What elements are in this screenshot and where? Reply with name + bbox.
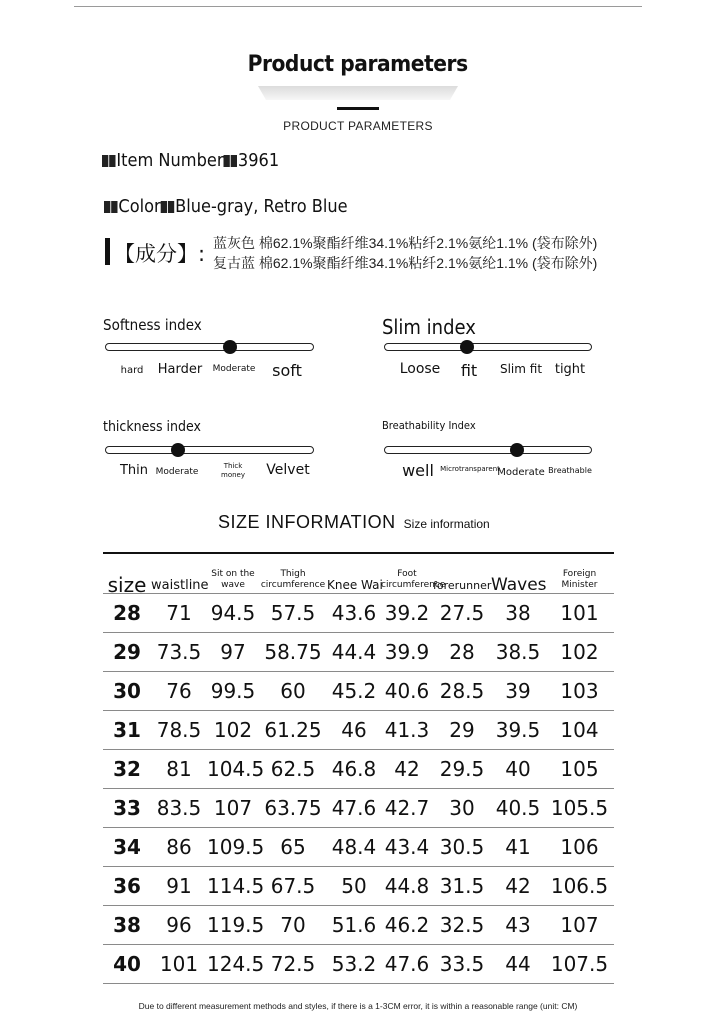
- item-number-label: Item Number: [116, 150, 224, 171]
- title-shadow-decoration: [258, 86, 458, 100]
- measurement-cell: 106.5: [550, 873, 609, 898]
- table-header-cell: Knee Wai: [327, 577, 383, 592]
- measurement-cell: 40.6: [384, 678, 430, 703]
- measurement-cell: 91: [166, 873, 192, 898]
- color-line: [104, 196, 348, 217]
- composition-lines: [213, 233, 597, 273]
- item-number-value: 3961: [237, 150, 280, 171]
- slim-index-track: [384, 343, 592, 351]
- softness-tick-harder: Harder: [157, 362, 203, 377]
- size-cell: 29: [113, 639, 141, 664]
- measurement-cell: 119.5: [207, 912, 265, 937]
- measurement-cell: 46.8: [331, 756, 377, 781]
- table-row: [103, 749, 614, 788]
- breathability-tick-microtransparent: Microtransparent: [440, 465, 500, 473]
- measurement-cell: 50: [341, 873, 367, 898]
- table-row: [103, 866, 614, 905]
- measurement-cell: 46.2: [384, 912, 430, 937]
- measurement-cell: 38: [505, 600, 531, 625]
- missing-glyph-icon: [102, 155, 108, 167]
- measurement-cell: 76: [166, 678, 192, 703]
- table-row: [103, 593, 614, 632]
- softness-tick-soft: soft: [272, 361, 302, 380]
- breathability-tick-moderate: Moderate: [497, 467, 545, 478]
- measurement-cell: 47.6: [384, 951, 430, 976]
- measurement-cell: 86: [166, 834, 192, 859]
- measurement-cell: 29.5: [439, 756, 485, 781]
- measurement-cell: 28.5: [439, 678, 485, 703]
- size-cell: 33: [113, 795, 141, 820]
- size-table: [103, 552, 614, 984]
- measurement-cell: 39.2: [384, 600, 430, 625]
- measurement-cell: 107: [560, 912, 599, 937]
- breathability-index-track: [384, 446, 592, 454]
- table-header-cell: Sit on the wave: [211, 568, 255, 590]
- measurement-cell: 43: [505, 912, 531, 937]
- measurement-cell: 51.6: [331, 912, 377, 937]
- thickness-index-track: [105, 446, 314, 454]
- measurement-cell: 97: [220, 639, 246, 664]
- measurement-footnote: Due to different measurement methods and styles, if there is a 1-3CM error, it is within a reasonable range (unit: CM): [138, 1001, 578, 1011]
- size-cell: 40: [113, 951, 141, 976]
- measurement-cell: 101: [159, 951, 199, 976]
- breathability-tick-breathable: Breathable: [548, 466, 592, 475]
- size-cell: 38: [113, 912, 141, 937]
- table-header-cell: size: [107, 572, 147, 597]
- size-cell: 28: [113, 600, 141, 625]
- measurement-cell: 102: [213, 717, 253, 742]
- missing-glyph-icon: [111, 201, 117, 213]
- table-row: [103, 944, 614, 983]
- softness-tick-moderate: Moderate: [212, 364, 256, 374]
- measurement-cell: 42.7: [384, 795, 430, 820]
- measurement-cell: 99.5: [210, 678, 256, 703]
- measurement-cell: 96: [166, 912, 192, 937]
- color-value: Blue-gray, Retro Blue: [175, 196, 348, 217]
- slim-tick-tight: tight: [554, 362, 586, 377]
- measurement-cell: 81: [166, 756, 192, 781]
- measurement-cell: 46: [341, 717, 367, 742]
- softness-index-track: [105, 343, 314, 351]
- measurement-cell: 58.75: [264, 639, 322, 664]
- thickness-tick-moderate: Moderate: [155, 467, 199, 477]
- size-cell: 30: [113, 678, 141, 703]
- measurement-cell: 67.5: [270, 873, 316, 898]
- measurement-cell: 61.25: [264, 717, 322, 742]
- slim-index-title: Slim index: [382, 315, 476, 339]
- size-cell: 31: [113, 717, 141, 742]
- measurement-cell: 40: [505, 756, 531, 781]
- measurement-cell: 43.6: [331, 600, 377, 625]
- measurement-cell: 73.5: [156, 639, 202, 664]
- missing-glyph-icon: [168, 201, 174, 213]
- measurement-cell: 94.5: [210, 600, 256, 625]
- slim-tick-fit: fit: [460, 361, 478, 380]
- measurement-cell: 62.5: [270, 756, 316, 781]
- table-header-cell: forerunner: [433, 578, 492, 592]
- measurement-cell: 71: [166, 600, 192, 625]
- measurement-cell: 70: [280, 912, 306, 937]
- measurement-cell: 27.5: [439, 600, 485, 625]
- breathability-index-title: Breathability Index: [382, 419, 476, 432]
- measurement-cell: 106: [560, 834, 599, 859]
- page-subtitle: PRODUCT PARAMETERS: [283, 119, 433, 133]
- table-header-cell: Foot circumference: [381, 568, 446, 590]
- measurement-cell: 28: [449, 639, 475, 664]
- top-divider: [74, 6, 642, 7]
- measurement-cell: 104: [560, 717, 599, 742]
- missing-glyph-icon: [224, 155, 230, 167]
- softness-index-knob: [223, 340, 237, 354]
- measurement-cell: 63.75: [264, 795, 322, 820]
- measurement-cell: 30.5: [439, 834, 485, 859]
- measurement-cell: 44.4: [331, 639, 377, 664]
- measurement-cell: 45.2: [331, 678, 377, 703]
- measurement-cell: 114.5: [207, 873, 265, 898]
- table-header-cell: Thigh circumference: [260, 568, 326, 590]
- measurement-cell: 38.5: [495, 639, 541, 664]
- measurement-cell: 44.8: [384, 873, 430, 898]
- slim-index-knob: [460, 340, 474, 354]
- measurement-cell: 48.4: [331, 834, 377, 859]
- measurement-cell: 105.5: [550, 795, 609, 820]
- composition-label: 【成分】:: [114, 242, 206, 266]
- measurement-cell: 107: [213, 795, 253, 820]
- breathability-tick-well: well: [402, 461, 434, 480]
- table-header-cell: waistline: [151, 577, 209, 593]
- size-cell: 34: [113, 834, 141, 859]
- table-header-cell: Foreign Minister: [561, 568, 598, 590]
- table-header-cell: Waves: [491, 574, 547, 595]
- title-container: [0, 52, 716, 77]
- breathability-index-knob: [510, 443, 524, 457]
- measurement-cell: 42: [505, 873, 531, 898]
- measurement-cell: 102: [560, 639, 599, 664]
- slim-tick-loose: Loose: [399, 361, 441, 377]
- slim-tick-slim-fit: Slim fit: [499, 362, 543, 376]
- measurement-cell: 31.5: [439, 873, 485, 898]
- table-row: [103, 671, 614, 710]
- measurement-cell: 39: [505, 678, 531, 703]
- thickness-tick-velvet: Velvet: [266, 462, 310, 478]
- size-information-heading: [218, 512, 490, 533]
- size-cell: 32: [113, 756, 141, 781]
- measurement-cell: 105: [560, 756, 599, 781]
- thickness-tick-thin: Thin: [119, 463, 149, 478]
- measurement-cell: 41.3: [384, 717, 430, 742]
- measurement-cell: 33.5: [439, 951, 485, 976]
- measurement-cell: 103: [560, 678, 599, 703]
- measurement-cell: 42: [394, 756, 420, 781]
- composition-line: 复古蓝 棉62.1%聚酯纤维34.1%粘纤2.1%氨纶1.1% (袋布除外): [213, 255, 598, 271]
- softness-index-title: Softness index: [103, 316, 202, 334]
- table-row: [103, 827, 614, 866]
- measurement-cell: 109.5: [207, 834, 265, 859]
- measurement-cell: 40.5: [495, 795, 541, 820]
- measurement-cell: 43.4: [384, 834, 430, 859]
- table-row: [103, 788, 614, 827]
- page-title: Product parameters: [247, 52, 469, 77]
- measurement-cell: 57.5: [270, 600, 316, 625]
- thickness-index-title: thickness index: [103, 419, 202, 435]
- measurement-cell: 65: [280, 834, 306, 859]
- missing-glyph-icon: [104, 201, 110, 213]
- missing-glyph-icon: [161, 201, 167, 213]
- measurement-cell: 78.5: [156, 717, 202, 742]
- measurement-cell: 44: [505, 951, 531, 976]
- size-heading-main: SIZE INFORMATION: [218, 512, 396, 532]
- measurement-cell: 104.5: [207, 756, 265, 781]
- color-label: Color: [118, 196, 161, 217]
- measurement-cell: 72.5: [270, 951, 316, 976]
- size-heading-small: Size information: [403, 517, 490, 531]
- measurement-cell: 47.6: [331, 795, 377, 820]
- thickness-tick-thick-money: Thick money: [221, 462, 245, 479]
- measurement-cell: 60: [280, 678, 306, 703]
- item-number-line: [102, 150, 279, 171]
- title-underline: [337, 107, 379, 110]
- measurement-cell: 39.5: [495, 717, 541, 742]
- measurement-cell: 32.5: [439, 912, 485, 937]
- composition-line: 蓝灰色 棉62.1%聚酯纤维34.1%粘纤2.1%氨纶1.1% (袋布除外): [213, 235, 598, 251]
- measurement-cell: 39.9: [384, 639, 430, 664]
- measurement-cell: 41: [505, 834, 531, 859]
- missing-glyph-icon: [109, 155, 115, 167]
- measurement-cell: 29: [449, 717, 475, 742]
- missing-glyph-icon: [231, 155, 237, 167]
- table-row: [103, 905, 614, 944]
- measurement-cell: 101: [560, 600, 599, 625]
- measurement-cell: 107.5: [550, 951, 609, 976]
- thickness-index-knob: [171, 443, 185, 457]
- measurement-cell: 83.5: [156, 795, 202, 820]
- table-row: [103, 632, 614, 671]
- table-row: [103, 710, 614, 749]
- measurement-cell: 30: [449, 795, 475, 820]
- softness-tick-hard: hard: [120, 365, 144, 376]
- measurement-cell: 124.5: [207, 951, 265, 976]
- measurement-cell: 53.2: [331, 951, 377, 976]
- size-cell: 36: [113, 873, 141, 898]
- composition-marker: [105, 238, 110, 265]
- table-header-row: [103, 553, 614, 593]
